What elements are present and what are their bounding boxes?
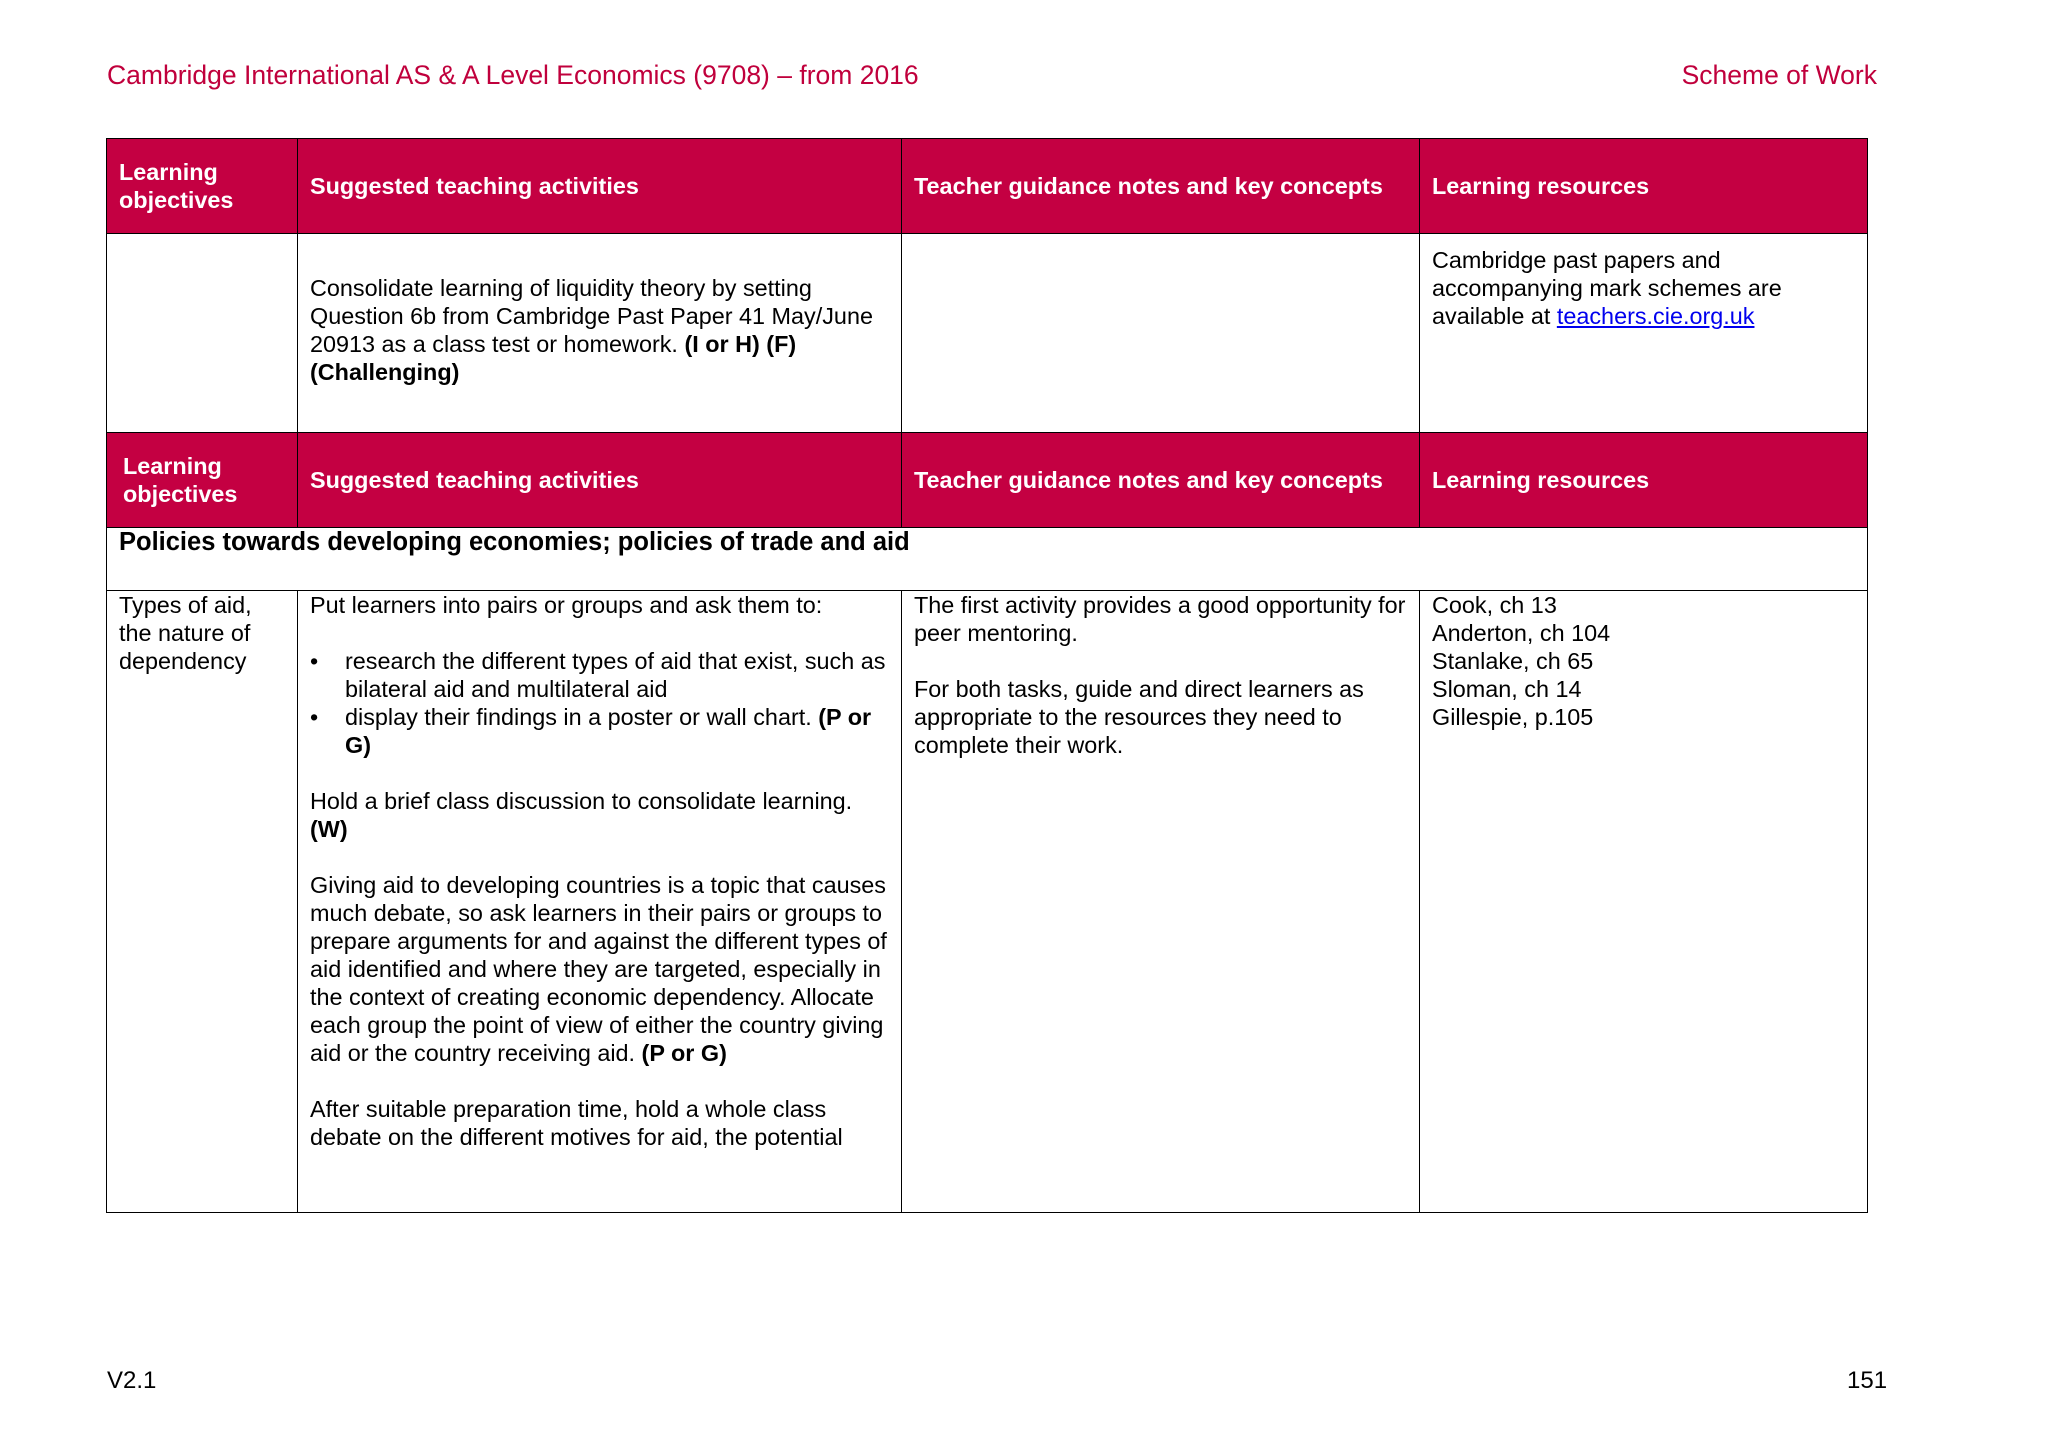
section-title: Policies towards developing economies; policies of trade and aid [107, 528, 1868, 591]
document-type: Scheme of Work [1681, 60, 1877, 90]
guidance-cell [902, 591, 1420, 1213]
activity-bullet-list [310, 647, 889, 759]
guidance-paragraph: The first activity provides a good opportunity for peer mentoring. [914, 592, 1406, 646]
list-item: • research the different types of aid that exist, such as bilateral aid and multilateral aid [310, 648, 886, 702]
section-title-row [107, 528, 1868, 591]
header-teaching-activities: Suggested teaching activities [298, 139, 902, 234]
header-guidance-notes: Teacher guidance notes and key concepts [902, 139, 1420, 234]
scheme-table-2 [106, 432, 1868, 1213]
resources-paragraph: Cambridge past papers and accompanying mark schemes are available at teachers.cie.org.uk [1432, 247, 1782, 329]
version-label: V2.1 [107, 1367, 157, 1394]
bullet-icon: • [310, 648, 319, 674]
header-learning-objectives: Learning objectives [107, 139, 298, 234]
resources-cell [1420, 591, 1868, 1213]
resource-item: Sloman, ch 14 [1432, 676, 1582, 702]
header-guidance-notes: Teacher guidance notes and key concepts [902, 433, 1420, 528]
table-header-row [107, 139, 1868, 234]
resource-item: Stanlake, ch 65 [1432, 648, 1594, 674]
resource-item: Cook, ch 13 [1432, 592, 1557, 618]
scheme-table-1 [106, 138, 1868, 443]
page-number: 151 [1847, 1367, 1888, 1394]
activity-paragraph: After suitable preparation time, hold a whole class debate on the different motives for aid, the potential [310, 1096, 843, 1150]
table-header-row [107, 433, 1868, 528]
activity-paragraph: Hold a brief class discussion to consolidate learning. (W) [310, 788, 853, 842]
header-learning-objectives: Learning objectives [107, 433, 298, 528]
guidance-paragraph: For both tasks, guide and direct learners as appropriate to the resources they need to complete their work. [914, 676, 1364, 758]
activity-tags: (I or H) (F) (Challenging) [310, 331, 797, 385]
guidance-cell [902, 234, 1420, 443]
objective-cell: Types of aid, the nature of dependency [107, 591, 298, 1213]
activity-intro: Put learners into pairs or groups and ask them to: [310, 592, 823, 618]
header-learning-resources: Learning resources [1420, 433, 1868, 528]
resources-cell [1420, 234, 1868, 443]
resource-item: Anderton, ch 104 [1432, 620, 1611, 646]
activity-paragraph: Giving aid to developing countries is a topic that causes much debate, so ask learners in their pairs or groups to prepare arguments for and against the different types of aid identified and where they are targeted, especially in the context of creating economic dependency. Allocate each group the point of view of either the country giving aid or the country receiving aid. (P or G) [310, 872, 887, 1066]
header-learning-resources: Learning resources [1420, 139, 1868, 234]
activity-paragraph: Consolidate learning of liquidity theory by setting Question 6b from Cambridge Past Paper 41 May/June 20913 as a class test or homework. (I or H) (F) (Challenging) [310, 275, 873, 385]
activity-cell [298, 591, 902, 1213]
table-row [107, 591, 1868, 1213]
resource-item: Gillespie, p.105 [1432, 704, 1594, 730]
document-title: Cambridge International AS & A Level Economics (9708) – from 2016 [107, 60, 919, 90]
header-teaching-activities: Suggested teaching activities [298, 433, 902, 528]
teachers-cie-link[interactable]: teachers.cie.org.uk [1556, 303, 1755, 329]
activity-cell [298, 234, 902, 443]
objective-cell [107, 234, 298, 443]
table-row [107, 234, 1868, 443]
bullet-icon: • [310, 704, 319, 730]
list-item: • display their findings in a poster or wall chart. (P or G) [310, 704, 872, 758]
